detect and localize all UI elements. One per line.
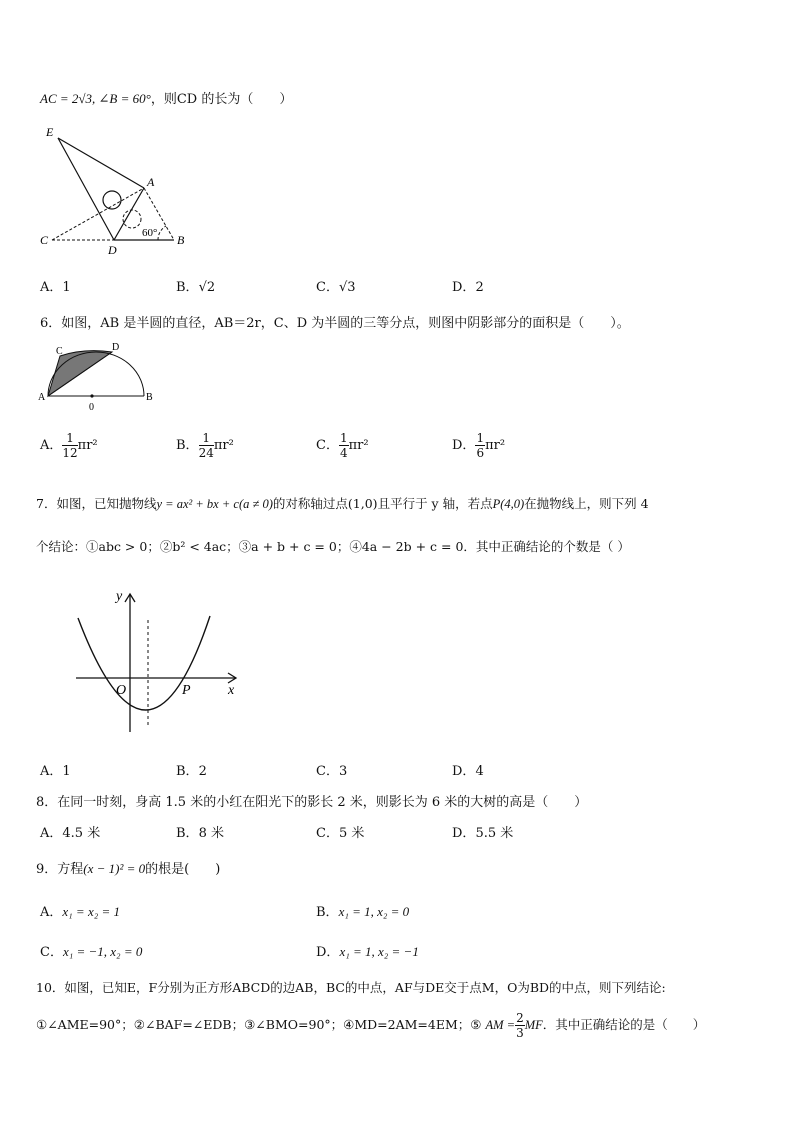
q5-edge-ED — [58, 138, 114, 240]
q5-stem-tail: ，则CD 的长为（ ） — [150, 92, 293, 107]
q7-figure — [72, 588, 248, 736]
fraction — [199, 432, 214, 459]
q9-text: 的根是( ) — [145, 862, 221, 877]
option-text: 5.5 米 — [475, 826, 514, 841]
q8-option-b[interactable] — [176, 822, 224, 841]
q6-label-D: D — [112, 342, 120, 353]
option-letter: C． — [316, 438, 339, 453]
q7-label-O: O — [116, 683, 127, 698]
q10-text: ．其中正确结论的是（ ） — [542, 1017, 706, 1032]
option-letter: A． — [40, 280, 63, 295]
option-letter: D． — [452, 280, 476, 295]
option-text: 5 米 — [338, 826, 365, 841]
option-letter: B． — [176, 280, 199, 295]
q7-option-c[interactable] — [316, 760, 347, 779]
q7-label-y: y — [116, 589, 123, 604]
q6-label-C: C — [56, 346, 63, 357]
q5-label-C: C — [40, 233, 49, 247]
q9-stem — [36, 858, 220, 877]
q6-center-dot — [90, 394, 93, 397]
q10-formula-rhs: MF — [524, 1018, 543, 1032]
numerator: 2 — [516, 1011, 524, 1025]
q9-option-a[interactable] — [40, 901, 120, 920]
q9-text: 9．方程 — [36, 862, 84, 877]
q6-option-a[interactable] — [40, 432, 98, 459]
q8-option-d[interactable] — [452, 822, 513, 841]
q7-text: 且平行于 y 轴，若点 — [377, 496, 493, 511]
option-tail: πr² — [213, 438, 234, 453]
option-text: x₁ = x₂ = 1 — [62, 904, 121, 919]
q5-dashed-CA — [52, 188, 144, 240]
option-text: 2 — [475, 280, 484, 295]
q5-figure — [36, 122, 196, 258]
option-letter: A． — [40, 764, 63, 779]
fraction — [62, 432, 77, 459]
q5-label-A: A — [147, 175, 155, 189]
q10-stem-line1: 10．如图，已知E，F分别为正方形ABCD的边AB，BC的中点，AF与DE交于点M，O为BD的中点，则下列结论: — [36, 980, 666, 995]
q10-formula-lhs: AM = — [485, 1018, 516, 1032]
numerator: 1 — [476, 431, 485, 445]
option-text: 3 — [338, 764, 348, 779]
q7-stem-line1 — [36, 494, 649, 512]
denominator: 3 — [516, 1026, 524, 1040]
option-letter: C． — [316, 826, 339, 841]
q5-circle — [103, 191, 121, 209]
option-letter: B． — [176, 438, 199, 453]
q5-option-d[interactable] — [452, 276, 484, 295]
denominator: 12 — [62, 446, 78, 460]
denominator: 6 — [476, 446, 485, 460]
q6-label-O: 0 — [89, 402, 94, 412]
option-letter: A． — [40, 905, 63, 920]
q10-text: ①∠AME=90°；②∠BAF=∠EDB；③∠BMO=90°；④MD=2AM=4EM；⑤ — [36, 1017, 482, 1032]
option-text: x₁ = 1, x₂ = −1 — [339, 944, 419, 959]
q7-point-p: P(4,0) — [492, 497, 525, 511]
q9-equation: (x − 1)² = 0 — [83, 861, 146, 876]
option-letter: C． — [316, 280, 339, 295]
q7-option-b[interactable] — [176, 760, 207, 779]
option-letter: B． — [316, 905, 339, 920]
numerator: 1 — [339, 431, 348, 445]
option-text: 2 — [198, 764, 207, 779]
option-letter: D． — [452, 826, 476, 841]
q6-figure — [36, 340, 156, 412]
denominator: 4 — [339, 446, 348, 460]
option-letter: B． — [176, 826, 199, 841]
q5-angle-arc — [158, 226, 166, 240]
q7-axis-point: (1,0) — [347, 496, 378, 511]
q5-label-B: B — [177, 233, 185, 247]
q6-label-A: A — [38, 392, 46, 403]
option-letter: C． — [40, 945, 63, 960]
option-letter: A． — [40, 826, 63, 841]
q6-option-d[interactable] — [452, 432, 505, 459]
option-text: 8 米 — [198, 826, 224, 841]
q7-text: 7．如图，已知抛物线 — [36, 496, 157, 511]
q8-option-a[interactable] — [40, 822, 100, 841]
q6-stem: 6．如图，AB 是半圆的直径，AB＝2r，C、D 为半圆的三等分点，则图中阴影部分的面积是（ ）。 — [40, 316, 630, 331]
option-text: 1 — [62, 280, 71, 295]
option-text: √2 — [198, 280, 216, 295]
fraction — [475, 432, 485, 459]
option-text: x₁ = 1, x₂ = 0 — [338, 904, 410, 919]
q7-label-P: P — [182, 683, 191, 698]
option-letter: C． — [316, 764, 339, 779]
q5-given-formula: AC = 2√3, ∠B = 60° — [40, 91, 151, 106]
q5-stem — [40, 88, 292, 107]
option-text: 1 — [62, 764, 71, 779]
option-letter: D． — [452, 438, 476, 453]
option-letter: B． — [176, 764, 199, 779]
q6-label-B: B — [146, 392, 153, 403]
option-text: x₁ = −1, x₂ = 0 — [62, 944, 143, 959]
q7-label-x: x — [228, 683, 235, 698]
numerator: 1 — [62, 432, 77, 446]
option-letter: D． — [316, 945, 340, 960]
option-text: 4 — [475, 764, 484, 779]
q6-option-c[interactable] — [316, 432, 369, 459]
q5-option-a[interactable] — [40, 276, 71, 295]
q8-stem: 8．在同一时刻，身高 1.5 米的小红在阳光下的影长 2 米，则影长为 6 米的大树的高是（ ） — [36, 795, 588, 810]
fraction — [515, 1012, 525, 1039]
q7-option-a[interactable] — [40, 760, 71, 779]
q7-option-d[interactable] — [452, 760, 484, 779]
option-tail: πr² — [77, 438, 98, 453]
q6-option-b[interactable] — [176, 432, 234, 459]
q9-option-b[interactable] — [316, 901, 409, 920]
q7-stem-line2: 个结论：①abc > 0；②b² < 4ac；③a + b + c = 0；④4a − 2b + c = 0．其中正确结论的个数是（ ） — [36, 539, 630, 554]
option-letter: D． — [452, 764, 476, 779]
fraction — [339, 432, 349, 459]
q9-option-c[interactable] — [40, 941, 142, 960]
q5-edge-EA — [58, 138, 144, 188]
option-tail: πr² — [485, 438, 506, 453]
q5-label-D: D — [108, 243, 117, 257]
q7-parabola-formula: y = ax² + bx + c(a ≠ 0) — [156, 497, 273, 511]
q5-option-b[interactable] — [176, 276, 215, 295]
option-letter: A． — [40, 438, 63, 453]
option-text: 4.5 米 — [62, 826, 101, 841]
q5-label-E: E — [46, 125, 54, 139]
q5-angle-label: 60° — [142, 227, 158, 239]
q7-text: 在抛物线上，则下列 4 — [524, 496, 649, 511]
q9-option-d[interactable] — [316, 941, 419, 960]
q8-option-c[interactable] — [316, 822, 364, 841]
option-text: √3 — [338, 280, 356, 295]
numerator: 1 — [199, 432, 214, 446]
denominator: 24 — [198, 446, 214, 460]
q7-text: 的对称轴过点 — [272, 496, 348, 511]
option-tail: πr² — [348, 438, 369, 453]
q5-option-c[interactable] — [316, 276, 356, 295]
q10-stem-line2 — [36, 1012, 705, 1039]
